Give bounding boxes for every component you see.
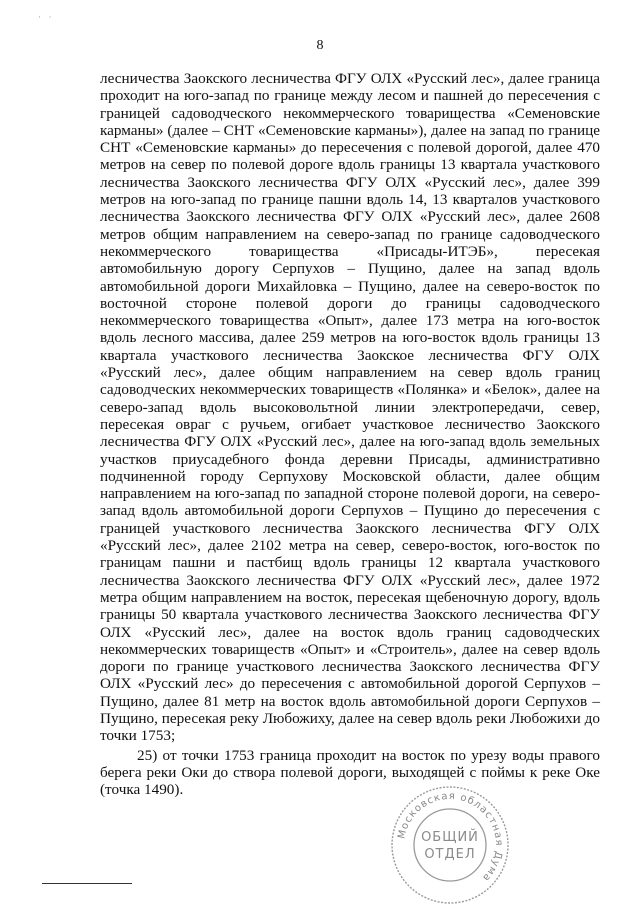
document-body: [100, 70, 600, 798]
paragraph-1: лесничества Заокского лесничества ФГУ ОЛХ «Русский лес», далее граница проходит на юго-запад по границе между лесом и пашней до пересечения с границей садоводческого некоммерческого товарищества «Семеновские карманы» (далее – СНТ «Семеновские карманы»), далее на запад по границе СНТ «Семеновские карманы» до пересечения с полевой дорогой, далее 470 метров на север по полевой дороге вдоль границы 13 квартала участкового лесничества Заокского лесничества ФГУ ОЛХ «Русский лес», далее 399 метров на юго-запад по границе пашни вдоль 14, 13 кварталов участкового лесничества Заокского лесничества ФГУ ОЛХ «Русский лес», далее 2608 метров общим направлением на северо-запад по границе садоводческого некоммерческого товарищества «Присады-ИТЭБ», пересекая автомобильную дорогу Серпухов – Пущино, далее на запад вдоль автомобильной дороги Михайловка – Пущино, далее на северо-восток по восточной стороне полевой дороги до границы садоводческого некоммерческого товарищества «Опыт», далее 173 метра на юго-восток вдоль лесного массива, далее 259 метров на юго-восток вдоль границы 13 квартала участкового лесничества Заокское лесничества ФГУ ОЛХ «Русский лес», далее общим направлением на север вдоль границ садоводческих некоммерческих товариществ «Полянка» и «Белок», далее на северо-запад вдоль высоковольтной линии электропередачи, север, пересекая овраг с ручьем, огибает участковое лесничество Заокского лесничества ФГУ ОЛХ «Русский лес», далее на юго-запад вдоль земельных участков приусадебного фонда деревни Присады, административно подчиненной городу Серпухову Московской области, далее общим направлением на юго-запад по западной стороне полевой дороги, на северо-запад вдоль автомобильной дороги Серпухов – Пущино до пересечения с границей участкового лесничества Заокского лесничества ФГУ ОЛХ «Русский лес», далее 2102 метра на север, северо-восток, юго-восток по границам пашни и пастбищ вдоль границы 12 квартала участкового лесничества Заокского лесничества ФГУ ОЛХ «Русский лес», далее 1972 метра общим направлением на восток, пересекая щебеночную дорогу, вдоль границы 50 квартала участкового лесничества Заокского лесничества ФГУ ОЛХ «Русский лес», далее на восток вдоль границ садоводческих некоммерческих товариществ «Опыт» и «Строитель», далее на север вдоль дороги по границе участкового лесничества Заокского лесничества ФГУ ОЛХ «Русский лес» до пересечения с автомобильной дорогой Серпухов – Пущино, далее 81 метр на восток вдоль автомобильной дороги Серпухов – Пущино, пересекая реку Любожиху, далее на север вдоль реки Любожихи до точки 1753;: [100, 70, 600, 745]
footnote-rule: [42, 883, 132, 884]
official-stamp: [385, 785, 515, 905]
paragraph-2: 25) от точки 1753 граница проходит на восток по урезу воды правого берега реки Оки до створа полевой дороги, выходящей с поймы к реке Оке (точка 1490).: [100, 746, 600, 799]
stamp-center-line-2: ОТДЕЛ: [424, 847, 476, 862]
stamp-ring-text: Московская областная Дума: [396, 790, 505, 884]
stamp-center-line-1: ОБЩИЙ: [421, 830, 479, 845]
stamp-inner-ring: [414, 809, 486, 881]
stamp-outer-ring: [392, 787, 508, 903]
page-number: 8: [316, 38, 324, 53]
corner-mark: · ·: [38, 12, 53, 22]
